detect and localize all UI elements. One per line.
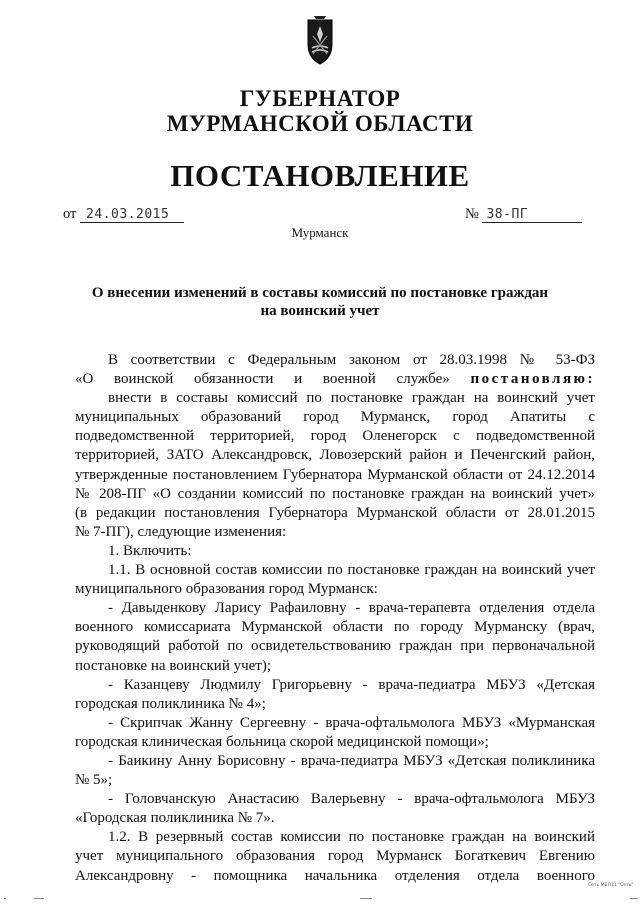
subject-line-2: на воинский учет [260, 303, 380, 319]
body-line: 1.2. В резервный состав комиссии по постановке граждан на воинский [108, 829, 595, 846]
law-reference: «О воинской обязанности и военной службе» [75, 371, 450, 388]
body-line: учет муниципального образования город Мурманск Богаткевич Евгению [75, 848, 595, 865]
number-value: 38-ПГ [486, 207, 529, 222]
body-line: - Казанцеву Людмилу Григорьевну - врача-педиатра МБУЗ «Детская [108, 676, 595, 693]
header-region: МУРМАНСКОЙ ОБЛАСТИ [166, 111, 474, 136]
body-line [75, 370, 595, 389]
body-line: № 7-ПГ), следующие изменения: [75, 523, 287, 540]
scan-mark [34, 898, 44, 899]
body-line: городская поликлиника № 4»; [75, 695, 266, 712]
body-line: № 208-ПГ «О создании комиссий по постановке граждан на воинский учет» [75, 485, 595, 502]
body-line: № 5»; [75, 772, 113, 789]
body-line: постановке на воинский учет); [75, 657, 272, 674]
city: Мурманск [291, 225, 349, 240]
body-line: утвержденные постановлением Губернатора Мурманской области от 24.12.2014 [75, 466, 595, 483]
number-field [482, 207, 582, 223]
body-line: (в редакции постановления Губернатора Мурманской области от 28.01.2015 [75, 504, 595, 521]
scan-mark [630, 898, 638, 899]
number-block [465, 206, 582, 223]
body-line: военного комиссариата Мурманской области по городу Мурманску (врач, [75, 619, 595, 636]
number-prefix: № [465, 206, 479, 222]
body-line: внести в составы комиссий по постановке граждан на воинский учет [108, 390, 595, 407]
subject-line-1: О внесении изменений в составы комиссий по постановке граждан [91, 285, 549, 301]
body-line: - Скрипчак Жанну Сергеевну - врача-офтальмолога МБУЗ «Мурманская [108, 714, 595, 731]
scan-mark [4, 898, 6, 899]
body-line: В соответствии с Федеральным законом от 28.03.1998 № 53-ФЗ [108, 352, 595, 368]
body-line: - Давыденкову Ларису Рафаиловну - врача-терапевта отделения отдела [108, 600, 595, 617]
body-line: городская клиническая больница скорой медицинской помощи»; [75, 733, 489, 750]
body-line: территорией, ЗАТО Александровск, Ловозерский район и Печенгский район, [75, 447, 595, 464]
body-line: руководящий работой по освидетельствованию граждан при первоначальной [75, 638, 595, 655]
header-governor: ГУБЕРНАТОР [239, 86, 401, 111]
body-line: муниципального образования город Мурманск: [75, 581, 378, 598]
date-field [80, 207, 184, 223]
body-line: «Городская поликлиника № 7». [75, 810, 275, 827]
body-line: 1.1. В основной состав комиссии по постановке граждан на воинский учет [108, 562, 595, 579]
footer-code: Сеть МБП11 "Сеть" [588, 883, 634, 888]
document-type-title: ПОСТАНОВЛЕНИЕ [170, 158, 470, 193]
body-line: - Головчанскую Анастасию Валерьевну - врача-офтальмолога МБУЗ [108, 791, 595, 808]
date-block [63, 206, 184, 223]
body-line: подведомственной территорией, город Оленегорск с подведомственной [75, 428, 595, 445]
body-line: муниципальных образований город Мурманск, город Апатиты с [75, 409, 595, 426]
scan-mark [360, 898, 372, 899]
resolve-word: постановляю: [470, 371, 596, 388]
body-line: Александровну - помощника начальника отделения отдела военного [75, 867, 595, 884]
date-value: 24.03.2015 [86, 207, 170, 222]
body-line: - Баикину Анну Борисовну - врача-педиатра МБУЗ «Детская поликлиника [108, 752, 595, 769]
body-line: 1. Включить: [108, 542, 192, 559]
coat-of-arms-emblem [300, 14, 340, 66]
document-body [75, 351, 595, 886]
date-prefix: от [63, 206, 77, 222]
